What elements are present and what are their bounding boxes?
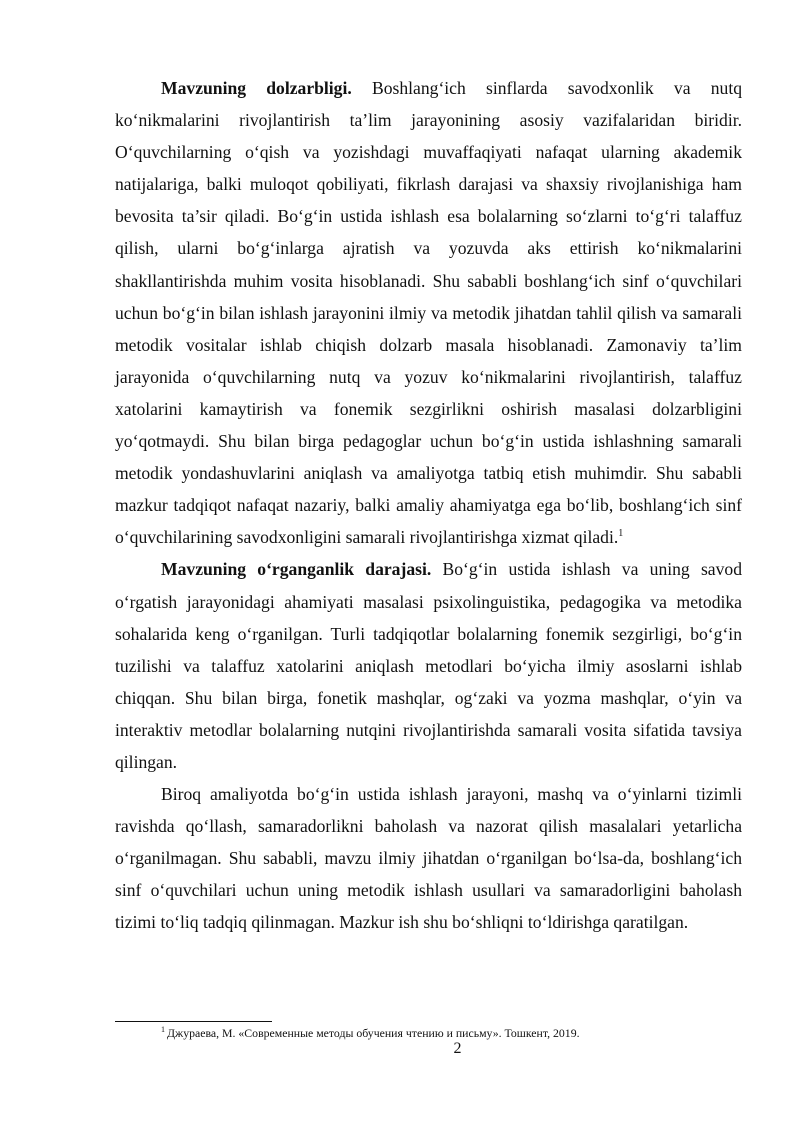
paragraph-study-level [115, 553, 742, 778]
study-level-heading: Mavzuning o‘rganganlik darajasi. [161, 559, 432, 580]
footnote-number: 1 [161, 1025, 165, 1035]
page-number: 2 [453, 1040, 462, 1057]
footnote-reference[interactable]: 1 [618, 528, 624, 540]
gap-text: Biroq amaliyotda bo‘g‘in ustida ishlash jarayoni, mashq va o‘yinlarni tizimli ravishda qo‘llash, samaradorlikni baholash va nazorat qilish masalalari yetarlicha o‘rganilmagan. Shu sababli, mavzu ilmiy jihatdan o‘rganilgan bo‘lsa-da, boshlang‘ich sinf o‘quvchilari uchun uning metodik ishlash usullari va samaradorligini baholash tizimi to‘liq tadqiq qilinmagan. Mazkur ish shu bo‘shliqni to‘ldirishga qaratilgan. [115, 784, 742, 933]
footnote-divider [115, 1021, 272, 1022]
paragraph-gap [115, 778, 742, 938]
footnote [161, 1026, 741, 1040]
relevance-text: Boshlang‘ich sinflarda savodxonlik va nutq ko‘nikmalarini rivojlantirish ta’lim jarayonining asosiy vazifalaridan biridir. O‘quvchilarning o‘qish va yozishdagi muvaffaqiyati nafaqat ularning akademik natijalariga, balki muloqot qobiliyati, fikrlash darajasi va shaxsiy rivojlanishiga ham bevosita ta’sir qiladi. Bo‘g‘in ustida ishlash esa bolalarning so‘zlarni to‘g‘ri talaffuz qilish, ularni bo‘g‘inlarga ajratish va yozuvda aks ettirish ko‘nikmalarini shakllantirishda muhim vosita hisoblanadi. Shu sababli boshlang‘ich sinf o‘quvchilari uchun bo‘g‘in bilan ishlash jarayonini ilmiy va metodik jihatdan tahlil qilish va samarali metodik vositalar ishlab chiqish dolzarb masala hisoblanadi. Zamonaviy ta’lim jarayonida o‘quvchilarning nutq va yozuv ko‘nikmalarini rivojlantirish, talaffuz xatolarini kamaytirish va fonemik sezgirlikni oshirish masalasi dolzarbligini yo‘qotmaydi. Shu bilan birga pedagoglar uchun bo‘g‘in ustida ishlashning samarali metodik yondashuvlarini aniqlash va amaliyotga tatbiq etish muhimdir. Shu sababli mazkur tadqiqot nafaqat nazariy, balki amaliy ahamiyatga ega bo‘lib, boshlang‘ich sinf o‘quvchilarining savodxonligini samarali rivojlantirishga xizmat qiladi. [115, 78, 742, 548]
study-level-text: Bo‘g‘in ustida ishlash va uning savod o‘rgatish jarayonidagi ahamiyati masalasi psixolinguistika, pedagogika va metodika sohalarida keng o‘rganilgan. Turli tadqiqotlar bolalarning fonemik sezgirligi, bo‘g‘in tuzilishi va talaffuz xatolarini aniqlash metodlari bo‘yicha ilmiy asoslarni ishlab chiqqan. Shu bilan birga, fonetik mashqlar, og‘zaki va yozma mashqlar, o‘yin va interaktiv metodlar bolalarning nutqini rivojlantirishda samarali vosita sifatida tavsiya qilingan. [115, 559, 742, 772]
relevance-heading: Mavzuning dolzarbligi. [161, 78, 352, 98]
page-body [115, 72, 742, 939]
footnote-text: Джураева, М. «Современные методы обучения чтению и письму». Тошкент, 2019. [167, 1026, 580, 1040]
paragraph-relevance [115, 72, 742, 553]
